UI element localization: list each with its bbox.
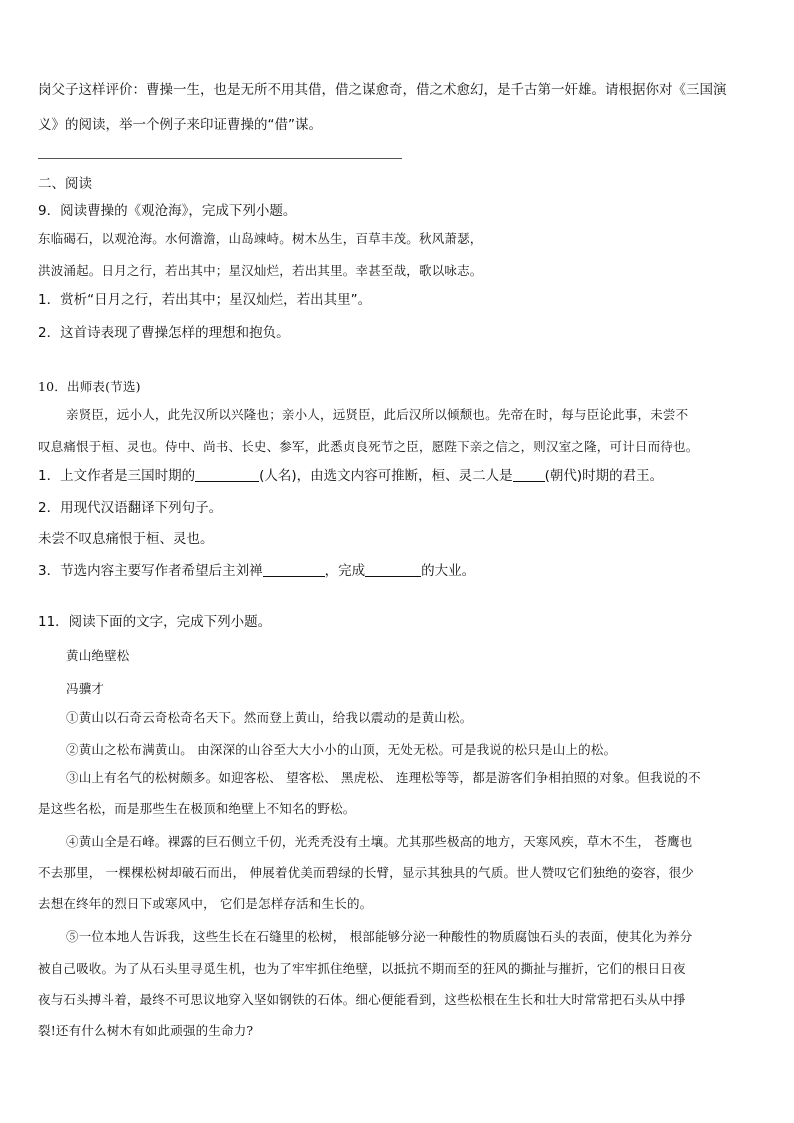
q11-article-author: 冯骥才 (66, 681, 105, 696)
q10-sub3-text-a: 3．节选内容主要写作者希望后主刘禅 (38, 563, 263, 579)
q11-paragraph-5-line-2: 被自己吸收。为了从石头里寻觅生机，也为了牢牢抓住绝壁，以抵抗不期而至的狂风的撕扯与摧折，它们的根日日夜 (38, 961, 686, 976)
answer-line[interactable] (38, 158, 402, 159)
blank-dynasty[interactable] (513, 467, 545, 482)
q9-heading: 9．阅读曹操的《观沧海》，完成下列小题。 (38, 203, 297, 219)
q11-heading: 11．阅读下面的文字，完成下列小题。 (38, 614, 272, 630)
q9-poem-line-2: 洪波涌起。日月之行，若出其中；星汉灿烂，若出其里。幸甚至哉，歌以咏志。 (38, 263, 483, 278)
q11-paragraph-5-line-3: 夜与石头搏斗着，最终不可思议地穿入坚如钢铁的石体。细心便能看到，这些松根在生长和壮大时常常把石头从中掙 (38, 992, 686, 1007)
q11-paragraph-4-line-2: 不去那里， 一棵棵松树却破石而出， 伸展着优美而碧绿的长臂，显示其独具的气质。世人赞叹它们独绝的姿容，很少 (38, 865, 695, 880)
blank-cause[interactable] (365, 562, 421, 577)
q11-paragraph-4-line-1: ④黄山全是石峰。裸露的巨石侧立千仞，光秃秃没有土壤。尤其那些极高的地方，天寒风疾，草木不生， 苍鹰也 (66, 834, 693, 849)
q10-sub-question-1 (38, 466, 663, 486)
q10-sub3-text-c: 的大业。 (421, 563, 476, 579)
blank-hope[interactable] (263, 562, 325, 577)
q10-sub-question-2: 2．用现代汉语翻译下列句子。 (38, 500, 223, 516)
q11-paragraph-1: ①黄山以石奇云奇松奇名天下。然而登上黄山，给我以震动的是黄山松。 (66, 710, 473, 725)
q9-poem-line-1: 东临碣石，以观沧海。水何澹澹，山岛竦峙。树木丛生，百草丰茂。秋风萧瑟， (38, 231, 483, 246)
q11-paragraph-2: ②黄山之松布满黄山。 由深深的山谷至大大小小的山顶，无处无松。可是我说的松只是山上的松。 (66, 742, 617, 757)
q8-text-line-1: 岗父子这样评价：曹操一生，也是无所不用其借，借之谋愈奇，借之术愈幻，是千古第一奸雄。请根据你对《三国演 (38, 82, 727, 98)
q10-sub3-text-b: ，完成 (324, 563, 366, 579)
q11-paragraph-3-line-2: 是这些名松，而是那些生在极顶和绝壁上不知名的野松。 (38, 801, 356, 816)
section-title: 二、阅读 (38, 176, 92, 192)
q8-text-line-2: 义》的阅读，举一个例子来印证曹操的“借”谋。 (38, 117, 322, 133)
q10-passage-line-2: 叹息痛恨于桓、灵也。侍中、尚书、长史、参军，此悉贞良死节之臣，愿陛下亲之信之，则汉室之隆，可计日而待也。 (38, 439, 699, 454)
q10-sub1-text-a: 1．上文作者是三国时期的 (38, 468, 196, 484)
q10-sub2-sentence: 未尝不叹息痛恨于桓、灵也。 (38, 531, 214, 547)
q11-article-title: 黄山绝壁松 (66, 648, 130, 663)
q10-sub1-text-b: (人名)，由选文内容可推断，桓、灵二人是 (259, 468, 513, 484)
q9-sub-question-2: 2．这首诗表现了曹操怎样的理想和抱负。 (38, 325, 290, 341)
q11-paragraph-5-line-1: ⑤一位本地人告诉我，这些生长在石缝里的松树， 根部能够分泌一种酸性的物质腐蚀石头的表面，使其化为养分 (66, 929, 693, 944)
blank-author-name[interactable] (195, 467, 259, 482)
q9-sub-question-1: 1．赏析“日月之行，若出其中；星汉灿烂，若出其里”。 (38, 292, 372, 308)
q10-sub-question-3 (38, 561, 475, 581)
q11-paragraph-5-line-4: 裂!还有什么树木有如此顽强的生命力? (38, 1023, 254, 1038)
q10-sub1-text-c: (朝代)时期的君王。 (544, 468, 664, 484)
q10-passage-line-1: 亲贤臣，远小人，此先汉所以兴隆也；亲小人，远贤臣，此后汉所以倾颓也。先帝在时，每与臣论此事，未尝不 (66, 407, 689, 422)
q11-paragraph-3-line-1: ③山上有名气的松树颇多。如迎客松、 望客松、 黑虎松、 连理松等等，都是游客们争相拍照的对象。但我说的不 (66, 770, 701, 785)
q10-heading: 10．出师表(节选) (38, 379, 141, 394)
q11-paragraph-4-line-3: 去想在终年的烈日下或寒风中， 它们是怎样存活和生长的。 (38, 896, 373, 911)
